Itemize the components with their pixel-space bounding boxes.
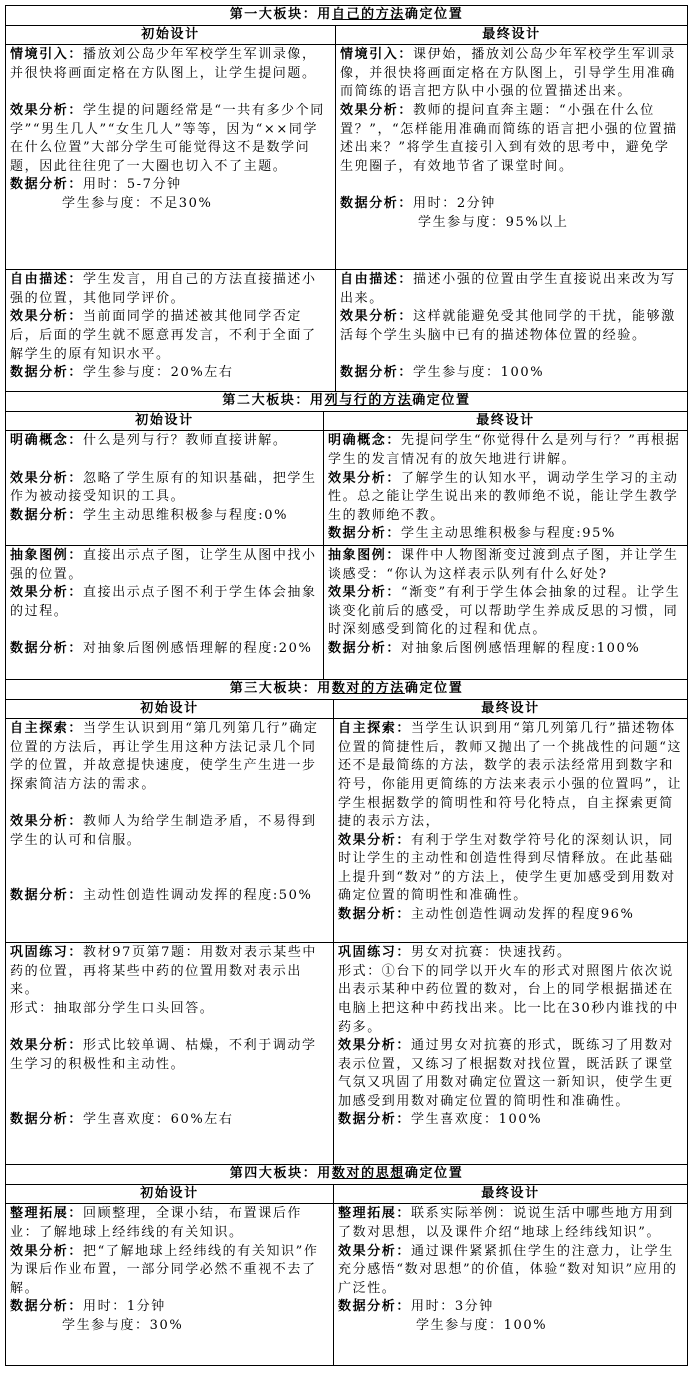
paragraph-text: 学生参与度：95%以上 [418,214,569,230]
paragraph [338,1205,683,1242]
paragraph-label: 效果分析： [10,814,84,830]
paragraph [10,1317,329,1336]
paragraph [10,584,319,621]
paragraph [10,887,329,906]
paragraph-text: 课伊始，播放刘公岛少年军校学生军训录像，并很快将画面定格在方队图上，引导学生用准确而简练的语言把方队中小强的位置描述出来。 [340,47,676,100]
paragraph [10,195,331,214]
paragraph-label: 明确概念： [328,433,402,449]
paragraph-label: 自主探索： [338,721,412,737]
paragraph-label: 自由描述： [340,272,414,288]
paragraph-text: 主动性创造性调动发挥的程度:50% [83,888,313,904]
section-title [6,6,688,26]
paragraph-text: 用时：2分钟 [413,195,496,211]
paragraph [338,1243,683,1299]
final-design-cell [334,719,688,943]
paragraph-label: 效果分析： [338,1038,412,1054]
paragraph [10,271,331,308]
title-suffix: 确定位置 [404,1166,464,1182]
initial-design-cell [6,45,336,270]
initial-design-header: 初始设计 [6,1184,334,1204]
paragraph [10,795,329,814]
paragraph [10,640,319,659]
title-method: 自己的方法 [331,7,405,22]
paragraph [10,176,331,195]
paragraph-text: 描述小强的位置由学生直接说出来改为写出来。 [340,272,676,306]
paragraph [10,308,331,364]
paragraph-text: 通过课件紧紧抓住学生的注意力，让学生充分感悟“数对思想”的价值，体验“数对知识”应用的广泛性。 [338,1243,678,1296]
paragraph-label: 抽象图例： [328,547,402,563]
paragraph-text: 当学生认识到用“第几列第几行”确定位置的方法后，再让学生用这种方法记录几个同学的位置，并故意提快速度，使学生产生进一步探索简洁方法的需求。 [10,721,319,792]
paragraph-text: 学生主动思维积极参与程度:0% [83,507,289,523]
paragraph-label: 效果分析： [338,832,412,848]
paragraph-text: 了解学生的认知水平，调动学生学习的主动性。总之能让学生说出来的教师绝不说，能让学生教学生的教师绝不教。 [328,470,679,523]
paragraph-text: 学生参与度：30% [62,1317,184,1333]
final-design-cell [336,45,688,270]
paragraph-text: 用时：5-7分钟 [83,177,182,193]
paragraph-text: 学生主动思维积极参与程度:95% [401,526,616,542]
paragraph-text: 联系实际举例：说说生活中哪些地方用到了数对思想，以及课件介绍“地球上经纬线知识”。 [338,1206,674,1240]
paragraph-text: 什么是列与行？教师直接讲解。 [83,433,288,449]
paragraph [340,176,683,195]
final-design-cell [324,545,688,679]
paragraph-text: 学生喜欢度：60%左右 [83,1112,234,1128]
paragraph-text: 形式比较单调、枯燥，不利于调动学生学习的积极性和主动性。 [10,1038,317,1072]
final-design-header: 最终设计 [334,1184,688,1204]
paragraph-label: 效果分析： [10,470,84,486]
paragraph [338,720,683,832]
paragraph-text: 教材97页第7题：用数对表示某些中药的位置，再将某些中药的位置用数对表示出来。 [10,945,318,998]
final-design-header: 最终设计 [324,411,688,431]
paragraph-text: 回顾整理，全课小结，布置课后作业：了解地球上经纬线的有关知识。 [10,1206,303,1240]
paragraph-label: 效果分析： [10,1243,84,1259]
paragraph-label: 数据分析： [10,888,84,904]
paragraph [338,1317,683,1336]
paragraph [340,46,683,102]
paragraph-label: 数据分析： [338,907,412,923]
paragraph [10,547,319,584]
paragraph-text: 这样就能避免受其他同学的干扰，能够激活每个学生头脑中已有的描述物体位置的经验。 [340,309,676,343]
section-title [6,1165,688,1185]
paragraph-text: 教师人为给学生制造矛盾，不易得到学生的认可和信服。 [10,814,317,848]
paragraph [10,1074,329,1093]
paragraph-label: 自主探索： [10,721,84,737]
paragraph [10,102,331,176]
paragraph-label: 数据分析： [10,507,84,523]
paragraph-label: 整理拓展： [338,1206,412,1222]
paragraph-label: 效果分析： [340,309,414,325]
paragraph-text: 课件中人物图渐变过渡到点子图，并让学生谈感受：“你认为这样表示队列有什么好处? [328,547,679,582]
paragraph-label: 巩固练习： [10,945,84,961]
paragraph-label: 明确概念： [10,433,84,449]
paragraph [10,869,329,888]
paragraph [10,1298,329,1317]
paragraph-text: 主动性创造性调动发挥的程度96% [411,907,635,923]
paragraph-label: 效果分析： [340,102,414,118]
initial-design-header: 初始设计 [6,699,334,719]
paragraph-label: 效果分析： [338,1243,412,1259]
paragraph-label: 数据分析： [10,177,84,193]
paragraph-text: 学生提的问题经常是“一共有多少个同学”“男生几人”“女生几人”等等，因为“××同学在什么位置”大部分学生可能觉得这不是数学问题，因此往往兜了一大圈也切入不了主题。 [10,102,325,174]
table-row [6,719,688,943]
paragraph-label: 效果分析： [328,470,402,486]
paragraph [338,1037,683,1111]
paragraph [10,813,329,850]
paragraph-text: 把“了解地球上经纬线的有关知识”作为课后作业布置，一部分同学必然不重视不去了解。 [10,1243,319,1296]
paragraph [340,271,683,308]
title-suffix: 确定位置 [412,393,471,409]
table-row [6,545,688,679]
initial-design-header: 初始设计 [6,411,324,431]
paragraph [10,1111,329,1130]
paragraph-label: 效果分析： [328,585,402,601]
table-row [6,1204,688,1366]
paragraph-text: 男女对抗赛：快速找药。 [411,945,572,961]
paragraph-text: 学生参与度：100% [413,365,545,381]
paragraph-label: 数据分析： [10,365,84,381]
paragraph [10,1019,329,1038]
section-title [6,392,688,412]
paragraph [10,1093,329,1112]
section-table [5,5,688,392]
paragraph [10,720,329,794]
paragraph-label: 抽象图例： [10,547,84,563]
initial-design-cell [6,545,324,679]
paragraph [338,944,683,963]
paragraph [10,432,319,451]
paragraph-text: 通过男女对抗赛的形式，既练习了用数对表示位置，又练习了根据数对找位置，既活跃了课堂气氛又巩固了用数对确定位置这一新知识，使学生更加感受到用数对确定位置的简明性和准确性。 [338,1038,674,1109]
title-suffix: 确定位置 [404,680,464,696]
initial-design-cell [6,943,334,1165]
paragraph [10,850,329,869]
paragraph-text: “渐变”有利于学生体会抽象的过程。让学生谈变化前后的感受，可以帮助学生养成反思的习惯，同时深刻感受到简化的过程和优点。 [328,585,681,638]
paragraph-label: 数据分析： [10,640,84,656]
table-row [6,270,688,392]
paragraph-text: 播放刘公岛少年军校学生军训录像，并很快将画面定格在方队图上，让学生提问题。 [10,47,317,81]
paragraph [328,547,683,584]
paragraph-label: 数据分析： [340,365,414,381]
title-prefix: 第三大板块：用 [229,680,332,696]
title-method: 列与行的方法 [324,393,413,409]
paragraph [10,470,319,507]
paragraph [340,364,683,383]
paragraph [10,1205,329,1242]
paragraph-text: 直接出示点子图不利于学生体会抽象的过程。 [10,585,317,619]
final-design-header: 最终设计 [334,699,688,719]
paragraph-label: 数据分析： [328,526,402,542]
section-table [5,391,688,680]
paragraph [338,832,683,906]
paragraph-label: 情境引入： [340,47,414,63]
table-row [6,45,688,270]
paragraph-text: 形式：①台下的同学以开火车的形式对照图片依次说出表示某种中药位置的数对，台上的同学根据描述在电脑上把这种中药找出来。比一比在30秒内谁找的中药多。 [338,963,679,1035]
paragraph [340,308,683,345]
paragraph-text: 用时：1分钟 [83,1299,166,1315]
paragraph [340,346,683,365]
paragraph-label: 数据分析： [338,1299,412,1315]
section-table [5,679,688,1165]
paragraph-text: 学生参与度：不足30% [62,195,213,211]
paragraph-text: 先提问学生“你觉得什么是列与行？”再根据学生的发言情况有的放矢地进行讲解。 [328,433,681,467]
initial-design-cell [6,431,324,546]
paragraph [340,102,683,176]
paragraph-label: 数据分析： [10,1299,84,1315]
paragraph-text: 对抽象后图例感悟理解的程度:20% [83,640,313,656]
section-table [5,1164,688,1366]
paragraph [340,195,683,214]
paragraph-label: 数据分析： [340,195,414,211]
title-prefix: 第一大板块：用 [229,7,332,22]
paragraph [338,1111,683,1130]
design-comparison-document [5,5,687,1366]
paragraph-label: 数据分析： [328,640,402,656]
title-method: 数对的方法 [331,680,405,696]
table-row [6,431,688,546]
paragraph [10,1243,329,1299]
paragraph-label: 情境引入： [10,47,84,63]
paragraph [10,46,331,83]
paragraph-text: 直接出示点子图，让学生从图中找小强的位置。 [10,547,317,582]
paragraph-label: 效果分析： [10,102,84,118]
paragraph-text: 学生发言，用自己的方法直接描述小强的位置，其他同学评价。 [10,272,317,306]
paragraph [10,364,331,383]
paragraph [10,507,319,526]
final-design-header: 最终设计 [336,25,688,45]
paragraph [328,584,683,640]
paragraph [10,944,329,1000]
paragraph [328,470,683,526]
paragraph-label: 数据分析： [10,1112,84,1128]
table-row [6,943,688,1165]
paragraph [328,525,683,544]
paragraph [340,214,683,233]
initial-design-cell [6,719,334,943]
final-design-cell [324,431,688,546]
initial-design-header: 初始设计 [6,25,336,45]
final-design-cell [336,270,688,392]
paragraph-text: 当学生认识到用“第几列第几行”描述物体位置的简捷性后，教师又抛出了一个挑战性的问题“这还不是最简练的方法，数学的表示法经常用到数字和符号，你能用更简练的方法来表示小强的位置吗”，让学生根据数学的简明性和符号化特点，自主探索更简捷的表示方法， [338,721,683,830]
paragraph-text: 形式：抽取部分学生口头回答。 [10,1000,215,1016]
title-prefix: 第四大板块：用 [229,1166,332,1182]
paragraph-text: 当前面同学的描述被其他同学否定后，后面的学生就不愿意再发言，不利于全面了解学生的原有知识水平。 [10,309,317,362]
paragraph-text: 忽略了学生原有的知识基础，把学生作为被动接受知识的工具。 [10,470,317,505]
paragraph-label: 效果分析： [10,585,84,601]
paragraph-text: 用时：3分钟 [411,1299,494,1315]
paragraph [338,906,683,925]
title-prefix: 第二大板块：用 [222,393,325,409]
paragraph-text: 教师的提问直奔主题：“小强在什么位置？”，“怎样能用准确而简练的语言把小强的位置描述出来？”将学生直接引入到有效的思考中，避免学生兜圈子，有效地节省了课堂时间。 [340,102,678,174]
title-method: 数对的思想 [331,1166,405,1182]
paragraph-text: 有利于学生对数学符号化的深刻认识，同时让学生的主动性和创造性得到尽情释放。在此基础上提升到“数对”的方法上，使学生更加感受到用数对确定位置的简明性和准确性。 [338,832,676,904]
initial-design-cell [6,1204,334,1366]
paragraph [338,963,683,1037]
paragraph-label: 效果分析： [10,1038,84,1054]
paragraph-text: 学生参与度：20%左右 [83,365,234,381]
section-title [6,679,688,699]
paragraph [10,83,331,102]
paragraph [338,1298,683,1317]
paragraph [328,432,683,469]
paragraph [10,1037,329,1074]
final-design-cell [334,1204,688,1366]
paragraph [328,640,683,659]
paragraph-label: 数据分析： [338,1112,412,1128]
paragraph-text: 学生参与度：100% [416,1317,548,1333]
paragraph-label: 效果分析： [10,309,84,325]
paragraph [10,1000,329,1019]
paragraph-text: 学生喜欢度：100% [411,1112,543,1128]
final-design-cell [334,943,688,1165]
title-suffix: 确定位置 [404,7,464,22]
paragraph-label: 整理拓展： [10,1206,84,1222]
paragraph-label: 巩固练习： [338,945,412,961]
paragraph-text: 对抽象后图例感悟理解的程度:100% [401,640,641,656]
paragraph [10,621,319,640]
paragraph [10,451,319,470]
initial-design-cell [6,270,336,392]
paragraph-label: 自由描述： [10,272,84,288]
